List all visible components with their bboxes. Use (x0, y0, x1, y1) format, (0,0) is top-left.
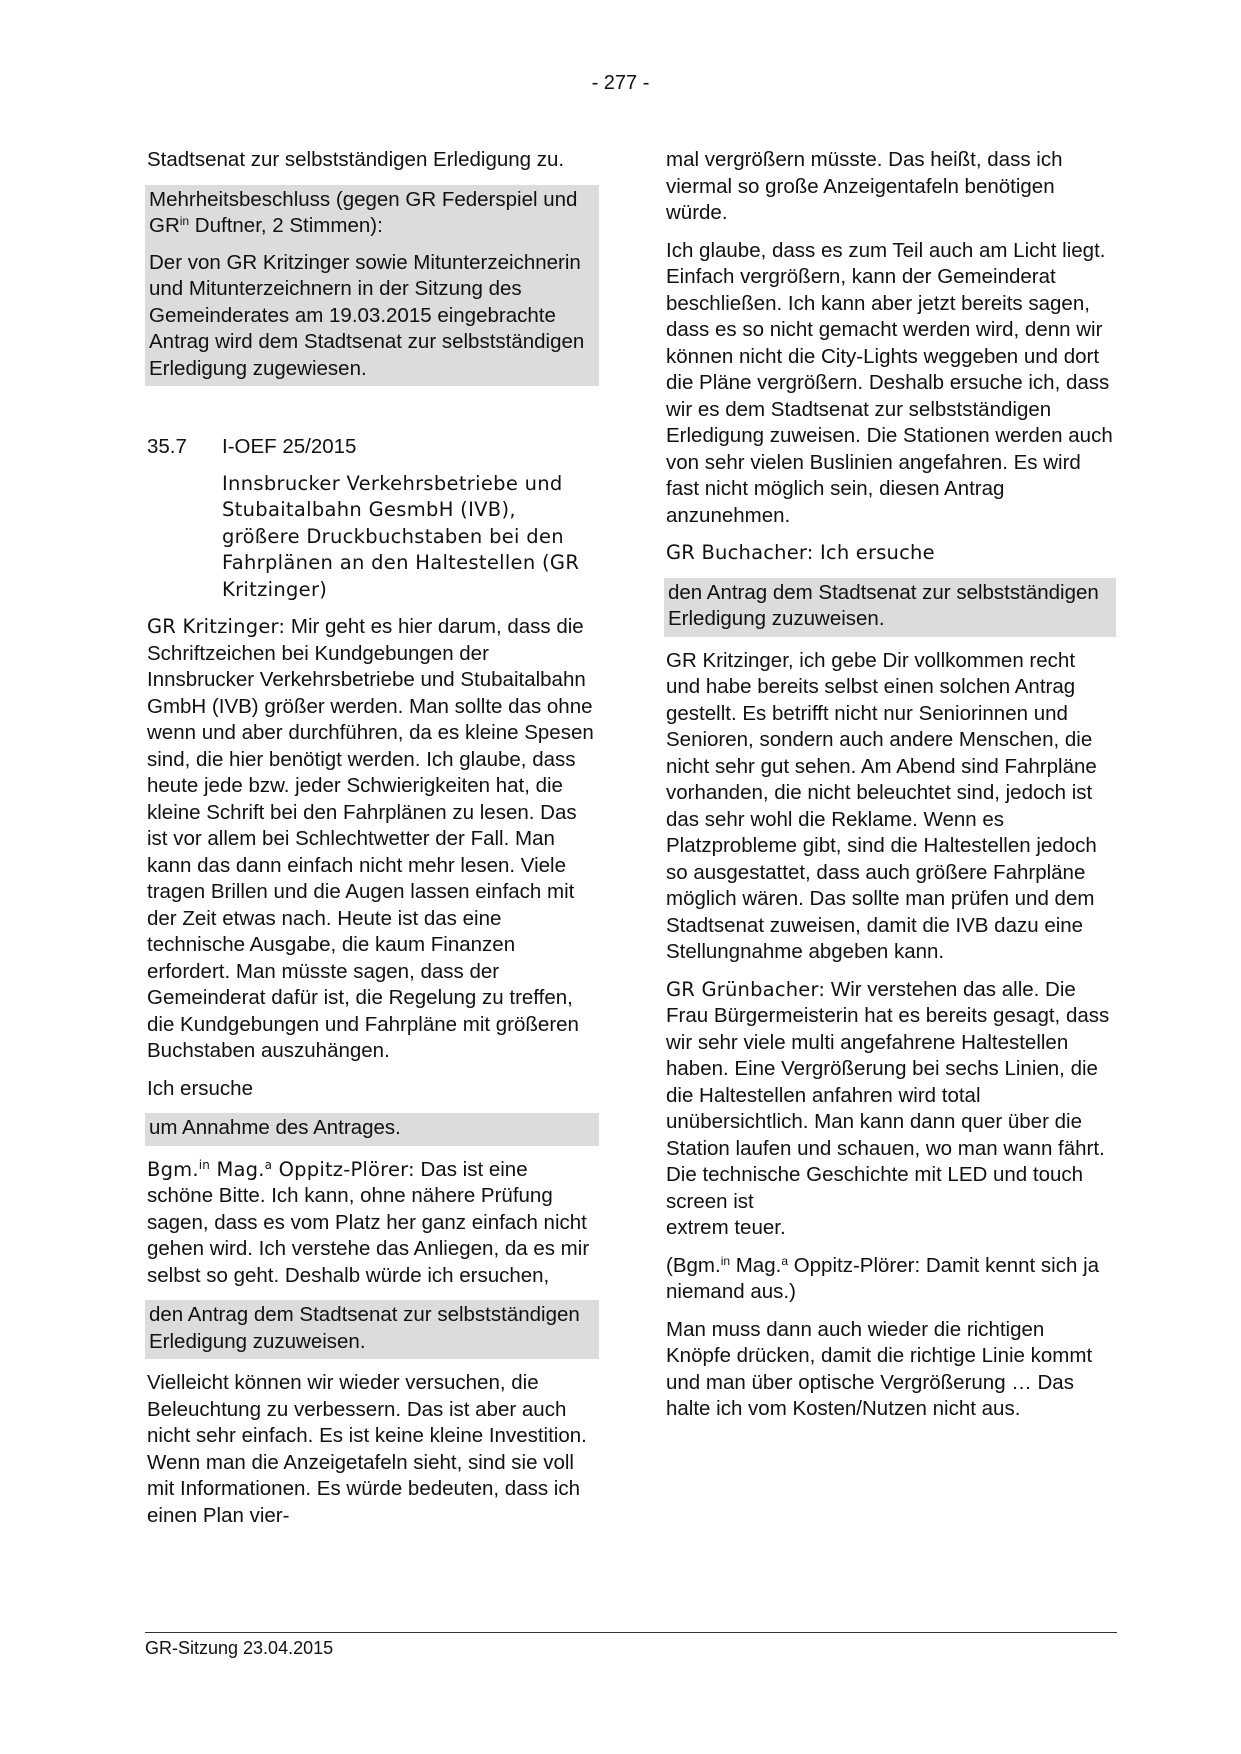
page-number: - 277 - (591, 72, 650, 94)
paragraph: Stadtsenat zur selbstständigen Erledigung zu. (147, 148, 565, 171)
resolution-heading: Mehrheitsbeschluss (gegen GR Federspiel und $GR^{in}$ Duftner, 2 Stimmen): (149, 187, 578, 237)
paragraph: extrem teuer. (666, 1216, 786, 1239)
speaker-name: GR Buchacher: (666, 541, 814, 564)
motion-block: den Antrag dem Stadtsenat zur selbstständigen Erledigung zuzuweisen. (145, 1300, 599, 1359)
resolution-block (145, 185, 599, 387)
footer-divider (145, 1632, 1117, 1633)
motion-block: den Antrag dem Stadtsenat zur selbstständigen Erledigung zuzuweisen. (664, 578, 1116, 637)
agenda-item-header (145, 434, 599, 461)
right-column (664, 147, 1116, 1434)
statement-kritzinger: GR Kritzinger: Mir geht es hier darum, dass die Schriftzeichen bei Kundgebungen der Innsbrucker Verkehrsbetriebe und Stubaitalbahn GmbH (IVB) größer werden. Man sollte das ohne wenn und aber durchführen, da es kleine Spesen sind, die hier benötigt werden. Ich glaube, dass heute jede bzw. jeder Schwierigkeiten hat, die kleine Schrift bei den Fahrplänen zu lesen. Das ist vor allem bei Schlechtwetter der Fall. Man kann das dann einfach nicht mehr lesen. Viele tragen Brillen und die Augen lassen einfach mit der Zeit etwas nach. Heute ist das eine technische Ausgabe, die kaum Finanzen erfordert. Man müsste sagen, dass der Gemeinderat dafür ist, die Regelung zu treffen, die Kundgebungen und Fahrpläne mit größeren Buchstaben auszuhängen. (147, 615, 594, 1062)
resolution-text: Der von GR Kritzinger sowie Mitunterzeichnerin und Mitunterzeichnern in der Sitzung des Gemeinderates am 19.03.2015 eingebrachte Antrag wird dem Stadtsenat zur selbstständigen Erledigung zugewiesen. (149, 250, 585, 380)
statement-mayor: Bgm.$^{in}$ Mag.$^a$ Oppitz-Plörer: Das ist eine schöne Bitte. Ich kann, ohne nähere Prüfung sagen, dass es vom Platz her ganz einfach nicht gehen wird. Ich verstehe das Anliegen, da es mir selbst so geht. Deshalb würde ich ersuchen, (147, 1157, 590, 1287)
paragraph: Man muss dann auch wieder die richtigen Knöpfe drücken, damit die richtige Linie kommt und man über optische Vergrößerung … Das halte ich vom Kosten/Nutzen nicht aus. (666, 1317, 1093, 1420)
paragraph: Vielleicht können wir wieder versuchen, die Beleuchtung zu verbessern. Das ist aber auch nicht sehr einfach. Es ist keine kleine Investition. Wenn man die Anzeigetafeln sieht, sind sie voll mit Informationen. Es würde bedeuten, dass ich einen Plan vier- (147, 1371, 587, 1527)
paragraph: Ich glaube, dass es zum Teil auch am Licht liegt. Einfach vergrößern, kann der Gemeinderat beschließen. Ich kann aber jetzt bereits sagen, dass es so nicht gemacht werden wird, denn wir können nicht die City-Lights weggeben und dort die Pläne vergrößern. Deshalb ersuche ich, dass wir es dem Stadtsenat zur selbstständigen Erledigung zuweisen. Die Stationen werden auch von sehr vielen Buslinien angefahren. Es wird fast nicht möglich sein, diesen Antrag anzunehmen. (666, 238, 1113, 527)
speaker-name: GR Kritzinger: (147, 615, 286, 638)
interjection-mayor: (Bgm.$^{in}$ Mag.$^a$ Oppitz-Plörer: Damit kennt sich ja niemand aus.) (666, 1253, 1100, 1303)
left-column (145, 147, 599, 1540)
statement-gruenbacher: GR Grünbacher: Wir verstehen das alle. Die Frau Bürgermeisterin hat es bereits gesagt, dass wir sehr viele multi angefahrene Haltestellen haben. Eine Vergrößerung bei sechs Linien, die die Haltestellen anfahren wird total unübersichtlich. Man kann dann quer über die Station laufen und schauen, wo man wann fährt. Die technische Geschichte mit LED und touch screen ist (666, 977, 1110, 1213)
agenda-item-number: 35.7 (147, 435, 187, 458)
paragraph: Ich ersuche (147, 1076, 253, 1100)
agenda-item-code: I-OEF 25/2015 (222, 435, 357, 458)
paragraph: mal vergrößern müsste. Das heißt, dass ich viermal so große Anzeigentafeln benötigen würde. (666, 148, 1063, 224)
paragraph: GR Kritzinger, ich gebe Dir vollkommen recht und habe bereits selbst einen solchen Antrag gestellt. Es betrifft nicht nur Seniorinnen und Senioren, sondern auch andere Menschen, die nicht sehr gut sehen. Am Abend sind Fahrpläne vorhanden, die nicht beleuchtet sind, jedoch ist das sehr wohl die Reklame. Wenn es Platzprobleme gibt, sind die Haltestellen jedoch so ausgestattet, dass auch größere Fahrpläne möglich wären. Das sollte man prüfen und dem Stadtsenat zuweisen, damit die IVB dazu eine Stellungnahme abgeben kann. (666, 648, 1097, 963)
speaker-name: Bgm.$^{in}$ Mag.$^a$ Oppitz-Plörer: (147, 1157, 415, 1181)
motion-block: um Annahme des Antrages. (145, 1113, 599, 1146)
speaker-name: GR Grünbacher: (666, 977, 826, 1001)
statement-buchacher: GR Buchacher: Ich ersuche (666, 541, 935, 564)
agenda-item-title: Innsbrucker Verkehrsbetriebe und Stubaitalbahn GesmbH (IVB), größere Druckbuchstaben bei den Fahrplänen an den Haltestellen (GR Kritzinger) (222, 471, 580, 601)
footer-session-date: GR-Sitzung 23.04.2015 (145, 1638, 334, 1658)
